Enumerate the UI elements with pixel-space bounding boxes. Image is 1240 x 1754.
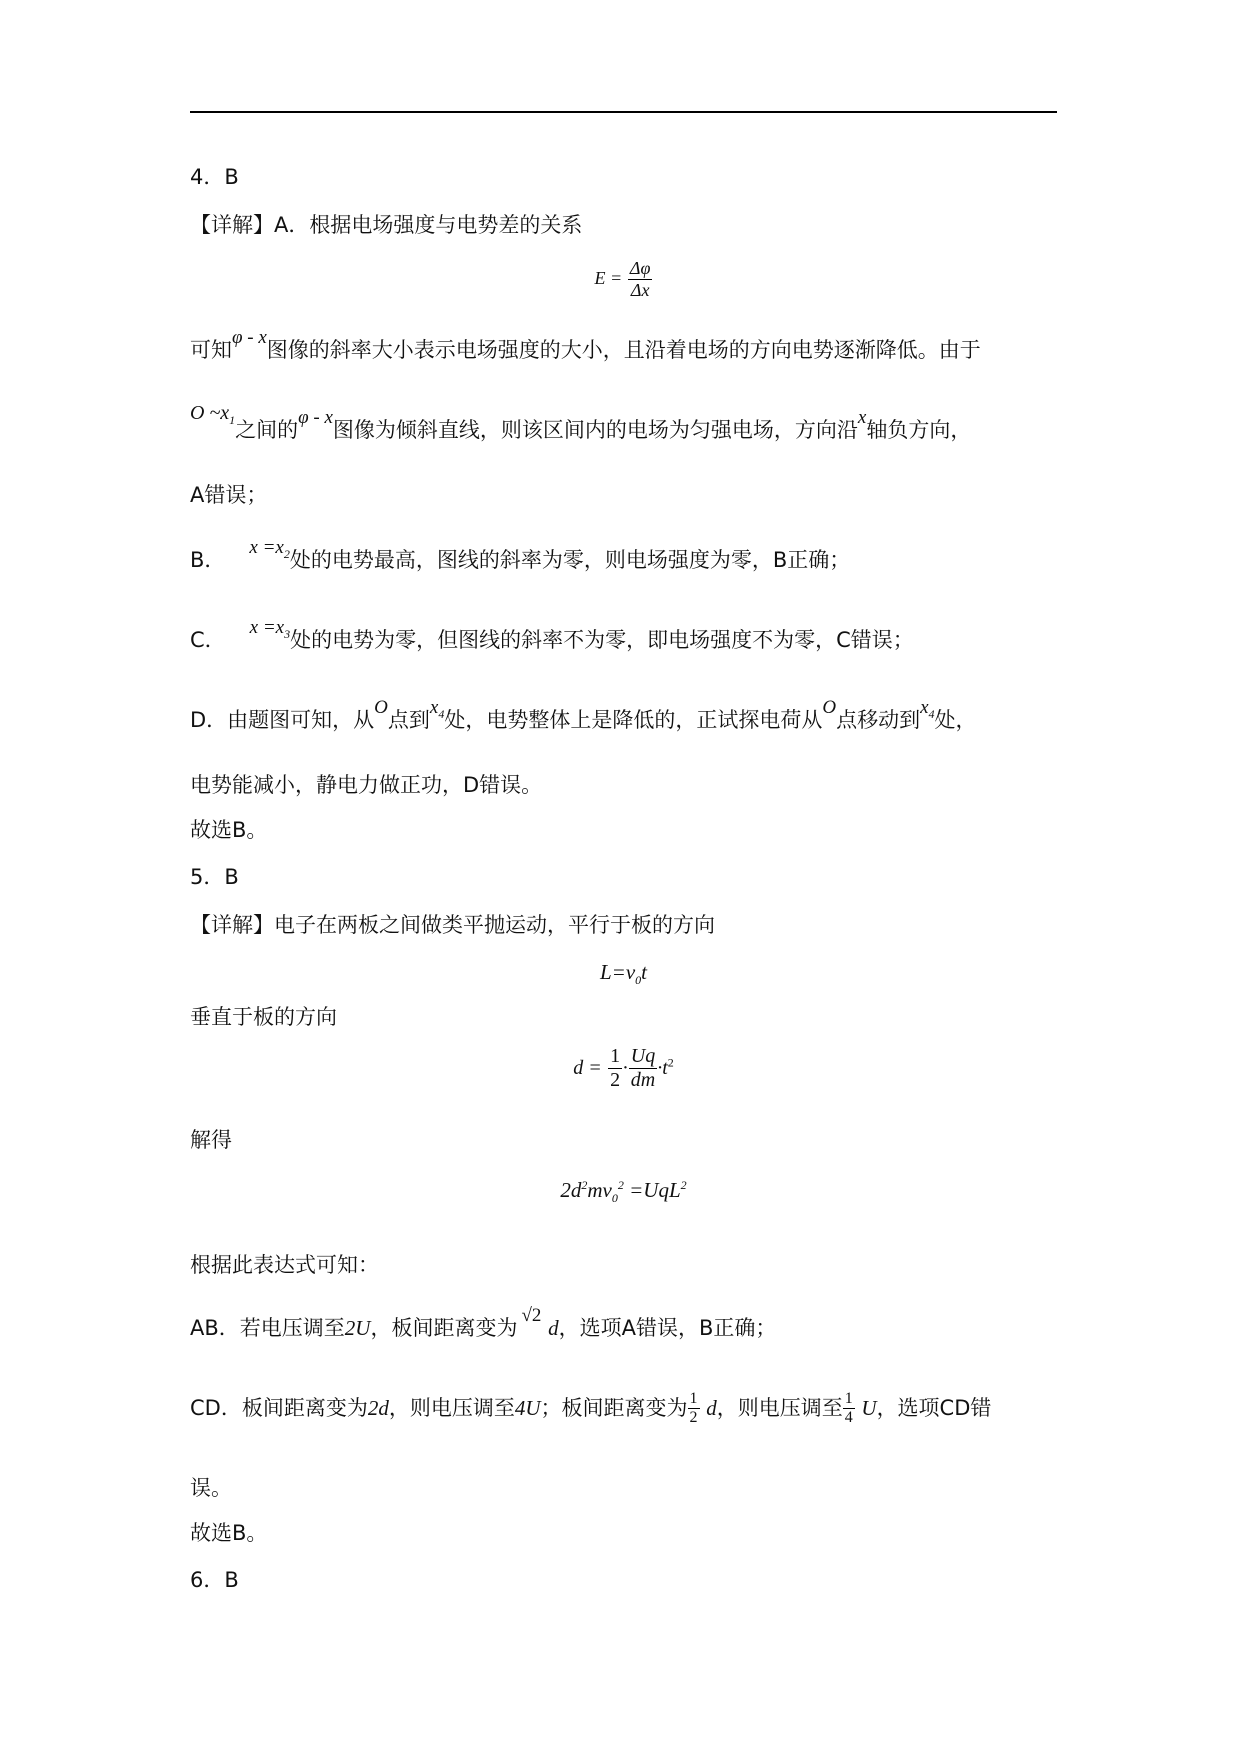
q6-header: 6．B [190, 1568, 239, 1592]
eq-E-numerator: Δφ [629, 258, 651, 278]
phi-x-formula: φ - x [232, 327, 267, 348]
eq-sub: 0 [611, 1191, 618, 1206]
q4-detail-line-2 [190, 327, 981, 367]
q5-detail-line-7: 误。 [190, 1476, 232, 1500]
eq-sub: 2 [283, 546, 290, 561]
numerator: 1 [688, 1390, 700, 1409]
q5-equation-1 [190, 957, 1057, 995]
text: C． [190, 628, 226, 652]
q5-detail-line-3: 解得 [190, 1128, 232, 1152]
x4-symbol [920, 697, 935, 721]
text: D．由题图可知，从 [190, 708, 375, 732]
text: ，选项A错误，B正确； [558, 1316, 777, 1340]
eq-sup: 2 [617, 1178, 624, 1192]
formula-2u: 2U [344, 1316, 371, 1340]
eq-sub: 3 [284, 626, 291, 641]
numerator: 1 [610, 1045, 621, 1067]
q4-equation-E [190, 258, 1057, 300]
range-text: O ~x [190, 402, 230, 424]
u-variable: U [861, 1395, 877, 1420]
q5-header: 5．B [190, 865, 239, 889]
o-symbol: O [822, 697, 837, 718]
fraction-one-quarter [843, 1390, 855, 1428]
x-sub: 4 [438, 706, 445, 721]
x-sub: 4 [928, 706, 935, 721]
eq-E-denominator: Δx [630, 279, 650, 300]
range-formula [190, 402, 236, 427]
text: ，板间距离变为 [370, 1316, 518, 1340]
o-symbol: O [374, 697, 388, 718]
q5-detail-line-4: 根据此表达式可知： [190, 1253, 379, 1277]
q4-detail-line-8: 电势能减小，静电力做正功，D错误。 [190, 773, 543, 797]
denominator: dm [630, 1069, 656, 1091]
d-variable: d [706, 1395, 717, 1420]
q5-equation-3 [190, 1170, 1057, 1213]
q4-option-b [190, 537, 851, 583]
phi-x-formula: φ - x [298, 407, 333, 428]
eq-sub: 0 [635, 973, 642, 988]
q5-option-cd [190, 1390, 991, 1428]
eq-text: 2d [560, 1178, 582, 1202]
text: CD．板间距离变为 [190, 1395, 368, 1420]
text: 处的电势最高，图线的斜率为零，则电场强度为零，B正确； [289, 548, 851, 572]
text: ；板间距离变为 [540, 1395, 688, 1420]
eq-sup: 2 [667, 1055, 674, 1070]
eq-text: L=v [599, 960, 636, 984]
q4-detail-line-4: A错误； [190, 483, 268, 507]
text: 可知 [190, 338, 232, 362]
x-eq-x3-formula [249, 617, 291, 641]
x-variable: x [857, 407, 867, 428]
numerator: 1 [843, 1390, 855, 1409]
denominator: 2 [689, 1409, 698, 1427]
eq-E-fraction [628, 258, 653, 300]
text: 点到 [387, 708, 430, 732]
dot-t: ·t [657, 1057, 668, 1079]
formula-4u: 4U [514, 1395, 541, 1420]
header-rule [190, 111, 1057, 113]
text: 图像为倾斜直线，则该区间内的电场为匀强电场，方向沿 [332, 418, 858, 442]
q5-option-ab [190, 1305, 777, 1345]
eq-E-lhs: E = [594, 268, 623, 289]
sqrt-2: √2 [521, 1305, 542, 1326]
eq-lhs: d = [573, 1057, 602, 1079]
x-eq-x2-formula [249, 537, 290, 561]
q4-header: 4．B [190, 165, 239, 189]
q5-detail-line-1: 【详解】电子在两板之间做类平抛运动，平行于板的方向 [190, 913, 715, 937]
q4-detail-line-1: 【详解】A．根据电场强度与电势差的关系 [190, 213, 583, 237]
q4-conclusion: 故选B。 [190, 818, 268, 842]
range-sub: 1 [229, 413, 236, 427]
fraction-one-half [688, 1390, 700, 1428]
q4-option-c [190, 617, 914, 663]
eq-text: x =x [249, 617, 285, 638]
x4-symbol [429, 697, 445, 721]
x-text: x [920, 697, 929, 718]
fraction-uq-dm [629, 1045, 657, 1092]
text: ，选项CD错 [876, 1395, 992, 1420]
text: 图像的斜率大小表示电场强度的大小，且沿着电场的方向电势逐渐降低。由于 [266, 338, 981, 362]
text: 点移动到 [836, 708, 921, 732]
fraction-one-half [608, 1045, 622, 1092]
d-variable: d [548, 1316, 559, 1340]
eq-text: =UqL [623, 1178, 681, 1202]
denominator: 2 [610, 1069, 621, 1091]
denominator: 4 [844, 1409, 853, 1427]
text: 处的电势为零，但图线的斜率不为零，即电场强度不为零，C错误； [290, 628, 914, 652]
text: 之间的 [235, 418, 299, 442]
text: 处，电势整体上是降低的，正试探电荷从 [444, 708, 823, 732]
numerator: Uq [630, 1045, 656, 1067]
text: 轴负方向， [866, 418, 972, 442]
eq-text: t [641, 960, 647, 984]
text: ，则电压调至 [388, 1395, 515, 1420]
eq-sup: 2 [581, 1178, 588, 1192]
eq-text: mv [587, 1178, 612, 1202]
q5-detail-line-2: 垂直于板的方向 [190, 1005, 337, 1029]
text: 处， [934, 708, 977, 732]
q5-conclusion: 故选B。 [190, 1521, 268, 1545]
text: ，则电压调至 [716, 1395, 843, 1420]
q5-equation-2 [190, 1045, 1057, 1092]
text: B． [190, 548, 226, 572]
q4-option-d [190, 697, 977, 743]
x-text: x [429, 697, 439, 718]
text: AB．若电压调至 [190, 1316, 345, 1340]
formula-2d: 2d [367, 1395, 389, 1420]
dot: · [622, 1057, 629, 1079]
eq-sup: 2 [680, 1178, 687, 1192]
eq-text: x =x [249, 537, 284, 558]
